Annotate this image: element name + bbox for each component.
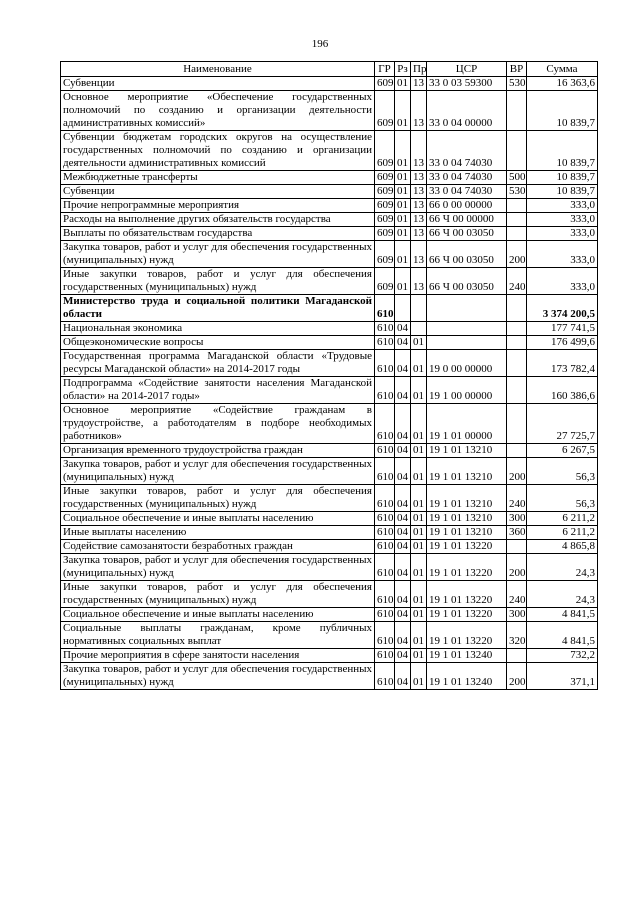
cell-vr <box>507 227 527 241</box>
cell-name: Субвенции <box>61 77 375 91</box>
cell-rz: 04 <box>395 444 411 458</box>
cell-pr: 01 <box>411 540 427 554</box>
table-row <box>61 322 598 336</box>
cell-rz: 01 <box>395 77 411 91</box>
cell-sum: 56,3 <box>527 458 598 485</box>
cell-vr <box>507 295 527 322</box>
cell-rz: 04 <box>395 622 411 649</box>
cell-sum: 24,3 <box>527 554 598 581</box>
table-row <box>61 336 598 350</box>
cell-gr: 610 <box>375 350 395 377</box>
table-row <box>61 350 598 377</box>
table-row <box>61 663 598 690</box>
cell-sum: 333,0 <box>527 213 598 227</box>
cell-gr: 610 <box>375 622 395 649</box>
cell-gr: 610 <box>375 554 395 581</box>
cell-gr: 609 <box>375 77 395 91</box>
cell-pr: 01 <box>411 581 427 608</box>
cell-rz: 01 <box>395 227 411 241</box>
cell-rz: 01 <box>395 185 411 199</box>
cell-name: Расходы на выполнение других обязательств государства <box>61 213 375 227</box>
cell-vr <box>507 199 527 213</box>
cell-sum: 4 865,8 <box>527 540 598 554</box>
cell-csr: 66 Ч 00 03050 <box>427 227 507 241</box>
header-rz: Рз <box>395 62 411 77</box>
cell-gr: 610 <box>375 377 395 404</box>
cell-gr: 610 <box>375 581 395 608</box>
cell-sum: 176 499,6 <box>527 336 598 350</box>
cell-name: Прочие непрограммные мероприятия <box>61 199 375 213</box>
cell-csr: 19 1 00 00000 <box>427 377 507 404</box>
cell-vr <box>507 649 527 663</box>
cell-pr: 01 <box>411 350 427 377</box>
cell-vr: 240 <box>507 268 527 295</box>
cell-name: Субвенции <box>61 185 375 199</box>
cell-name: Содействие самозанятости безработных граждан <box>61 540 375 554</box>
cell-name: Закупка товаров, работ и услуг для обеспечения государственных (муниципальных) нужд <box>61 663 375 690</box>
header-pr: Пр <box>411 62 427 77</box>
cell-sum: 173 782,4 <box>527 350 598 377</box>
cell-name: Основное мероприятие «Обеспечение государственных полномочий по созданию и организации деятельности административных комиссий» <box>61 91 375 131</box>
cell-pr: 13 <box>411 227 427 241</box>
cell-rz <box>395 295 411 322</box>
cell-sum: 371,1 <box>527 663 598 690</box>
table-row <box>61 295 598 322</box>
cell-csr: 66 Ч 00 03050 <box>427 241 507 268</box>
cell-rz: 04 <box>395 485 411 512</box>
header-name: Наименование <box>61 62 375 77</box>
budget-table <box>60 61 598 690</box>
cell-pr: 01 <box>411 444 427 458</box>
cell-name: Социальное обеспечение и иные выплаты населению <box>61 608 375 622</box>
cell-name: Иные закупки товаров, работ и услуг для обеспечения государственных (муниципальных) нужд <box>61 268 375 295</box>
cell-vr: 300 <box>507 608 527 622</box>
cell-rz: 01 <box>395 241 411 268</box>
cell-gr: 610 <box>375 485 395 512</box>
cell-rz: 01 <box>395 131 411 171</box>
cell-vr: 200 <box>507 554 527 581</box>
table-row <box>61 131 598 171</box>
cell-sum: 10 839,7 <box>527 91 598 131</box>
cell-sum: 333,0 <box>527 199 598 213</box>
cell-sum: 4 841,5 <box>527 622 598 649</box>
cell-pr: 01 <box>411 377 427 404</box>
cell-csr: 19 1 01 13210 <box>427 526 507 540</box>
table-row <box>61 185 598 199</box>
cell-name: Государственная программа Магаданской области «Трудовые ресурсы Магаданской области» на 2014-2017 годы <box>61 350 375 377</box>
cell-pr: 01 <box>411 663 427 690</box>
cell-vr <box>507 91 527 131</box>
cell-csr: 19 1 01 13220 <box>427 540 507 554</box>
cell-vr: 360 <box>507 526 527 540</box>
header-sum: Сумма <box>527 62 598 77</box>
cell-csr: 66 Ч 00 00000 <box>427 213 507 227</box>
cell-rz: 04 <box>395 512 411 526</box>
cell-csr: 66 Ч 00 03050 <box>427 268 507 295</box>
cell-pr: 01 <box>411 622 427 649</box>
cell-csr: 33 0 04 74030 <box>427 171 507 185</box>
cell-name: Общеэкономические вопросы <box>61 336 375 350</box>
table-row <box>61 512 598 526</box>
cell-name: Выплаты по обязательствам государства <box>61 227 375 241</box>
cell-sum: 4 841,5 <box>527 608 598 622</box>
cell-csr: 33 0 04 74030 <box>427 185 507 199</box>
cell-vr: 500 <box>507 171 527 185</box>
cell-name: Национальная экономика <box>61 322 375 336</box>
cell-rz: 01 <box>395 199 411 213</box>
table-row <box>61 526 598 540</box>
cell-gr: 610 <box>375 404 395 444</box>
table-row <box>61 622 598 649</box>
cell-pr: 13 <box>411 241 427 268</box>
cell-pr: 01 <box>411 649 427 663</box>
cell-pr: 13 <box>411 268 427 295</box>
cell-name: Социальное обеспечение и иные выплаты населению <box>61 512 375 526</box>
cell-pr: 13 <box>411 77 427 91</box>
cell-csr: 19 1 01 13240 <box>427 649 507 663</box>
cell-pr: 13 <box>411 171 427 185</box>
cell-rz: 01 <box>395 171 411 185</box>
cell-sum: 6 267,5 <box>527 444 598 458</box>
header-gr: ГР <box>375 62 395 77</box>
table-row <box>61 404 598 444</box>
cell-rz: 04 <box>395 649 411 663</box>
cell-gr: 609 <box>375 213 395 227</box>
cell-name: Прочие мероприятия в сфере занятости населения <box>61 649 375 663</box>
cell-csr: 66 0 00 00000 <box>427 199 507 213</box>
cell-vr: 200 <box>507 663 527 690</box>
table-row <box>61 227 598 241</box>
cell-gr: 609 <box>375 131 395 171</box>
cell-gr: 610 <box>375 322 395 336</box>
cell-rz: 04 <box>395 322 411 336</box>
cell-vr: 240 <box>507 581 527 608</box>
table-row <box>61 444 598 458</box>
cell-csr <box>427 322 507 336</box>
cell-sum: 3 374 200,5 <box>527 295 598 322</box>
cell-vr <box>507 444 527 458</box>
table-row <box>61 91 598 131</box>
cell-name: Социальные выплаты гражданам, кроме публичных нормативных социальных выплат <box>61 622 375 649</box>
cell-name: Иные закупки товаров, работ и услуг для обеспечения государственных (муниципальных) нужд <box>61 485 375 512</box>
cell-pr: 13 <box>411 199 427 213</box>
cell-gr: 610 <box>375 526 395 540</box>
header-csr: ЦСР <box>427 62 507 77</box>
table-row <box>61 554 598 581</box>
cell-pr: 13 <box>411 131 427 171</box>
cell-name: Закупка товаров, работ и услуг для обеспечения государственных (муниципальных) нужд <box>61 458 375 485</box>
cell-gr: 610 <box>375 295 395 322</box>
cell-vr <box>507 336 527 350</box>
table-row <box>61 581 598 608</box>
cell-gr: 610 <box>375 458 395 485</box>
cell-gr: 609 <box>375 91 395 131</box>
cell-csr <box>427 295 507 322</box>
cell-vr <box>507 213 527 227</box>
cell-csr <box>427 336 507 350</box>
cell-csr: 33 0 04 74030 <box>427 131 507 171</box>
cell-vr: 240 <box>507 485 527 512</box>
cell-name: Закупка товаров, работ и услуг для обеспечения государственных (муниципальных) нужд <box>61 554 375 581</box>
cell-sum: 333,0 <box>527 268 598 295</box>
cell-sum: 24,3 <box>527 581 598 608</box>
cell-gr: 610 <box>375 512 395 526</box>
cell-gr: 609 <box>375 227 395 241</box>
cell-vr <box>507 131 527 171</box>
table-row <box>61 485 598 512</box>
cell-sum: 10 839,7 <box>527 171 598 185</box>
cell-pr: 01 <box>411 526 427 540</box>
cell-rz: 01 <box>395 213 411 227</box>
cell-pr: 01 <box>411 512 427 526</box>
cell-gr: 610 <box>375 608 395 622</box>
cell-gr: 609 <box>375 171 395 185</box>
table-row <box>61 268 598 295</box>
cell-vr <box>507 404 527 444</box>
cell-pr: 01 <box>411 458 427 485</box>
cell-csr: 19 1 01 13220 <box>427 608 507 622</box>
cell-pr: 13 <box>411 213 427 227</box>
cell-csr: 19 1 01 13210 <box>427 444 507 458</box>
cell-pr: 01 <box>411 404 427 444</box>
cell-pr: 01 <box>411 554 427 581</box>
cell-gr: 609 <box>375 241 395 268</box>
cell-rz: 01 <box>395 91 411 131</box>
cell-gr: 610 <box>375 663 395 690</box>
cell-name: Министерство труда и социальной политики Магаданской области <box>61 295 375 322</box>
table-row <box>61 213 598 227</box>
cell-vr: 320 <box>507 622 527 649</box>
cell-pr: 01 <box>411 485 427 512</box>
cell-csr: 19 1 01 13220 <box>427 554 507 581</box>
cell-sum: 56,3 <box>527 485 598 512</box>
table-row <box>61 171 598 185</box>
cell-csr: 19 1 01 13210 <box>427 512 507 526</box>
header-vr: ВР <box>507 62 527 77</box>
cell-sum: 160 386,6 <box>527 377 598 404</box>
cell-vr: 200 <box>507 241 527 268</box>
cell-name: Иные выплаты населению <box>61 526 375 540</box>
cell-name: Межбюджетные трансферты <box>61 171 375 185</box>
cell-sum: 6 211,2 <box>527 526 598 540</box>
table-row <box>61 199 598 213</box>
cell-gr: 610 <box>375 540 395 554</box>
cell-vr: 300 <box>507 512 527 526</box>
cell-rz: 04 <box>395 540 411 554</box>
cell-csr: 19 1 01 13210 <box>427 485 507 512</box>
cell-csr: 19 1 01 13240 <box>427 663 507 690</box>
cell-vr <box>507 540 527 554</box>
cell-name: Субвенции бюджетам городских округов на осуществление государственных полномочий по созданию и организации деятельности административных комиссий <box>61 131 375 171</box>
cell-sum: 333,0 <box>527 241 598 268</box>
cell-rz: 04 <box>395 404 411 444</box>
cell-pr <box>411 322 427 336</box>
cell-vr <box>507 322 527 336</box>
cell-vr <box>507 377 527 404</box>
cell-gr: 609 <box>375 199 395 213</box>
cell-csr: 19 1 01 13210 <box>427 458 507 485</box>
cell-csr: 19 1 01 13220 <box>427 622 507 649</box>
cell-csr: 19 1 01 00000 <box>427 404 507 444</box>
cell-name: Основное мероприятие «Содействие гражданам в трудоустройстве, а работодателям в подборе необходимых работников» <box>61 404 375 444</box>
cell-gr: 610 <box>375 649 395 663</box>
cell-name: Закупка товаров, работ и услуг для обеспечения государственных (муниципальных) нужд <box>61 241 375 268</box>
cell-sum: 27 725,7 <box>527 404 598 444</box>
cell-csr: 33 0 04 00000 <box>427 91 507 131</box>
cell-sum: 732,2 <box>527 649 598 663</box>
table-body <box>61 77 598 690</box>
cell-sum: 16 363,6 <box>527 77 598 91</box>
table-row <box>61 377 598 404</box>
cell-rz: 04 <box>395 350 411 377</box>
cell-csr: 19 0 00 00000 <box>427 350 507 377</box>
table-header-row <box>61 62 598 77</box>
cell-sum: 10 839,7 <box>527 131 598 171</box>
cell-csr: 33 0 03 59300 <box>427 77 507 91</box>
cell-rz: 04 <box>395 458 411 485</box>
cell-pr: 13 <box>411 91 427 131</box>
page-number: 196 <box>311 38 329 50</box>
cell-gr: 609 <box>375 268 395 295</box>
table-row <box>61 458 598 485</box>
cell-pr: 01 <box>411 336 427 350</box>
cell-pr: 13 <box>411 185 427 199</box>
cell-rz: 01 <box>395 268 411 295</box>
cell-rz: 04 <box>395 377 411 404</box>
cell-rz: 04 <box>395 336 411 350</box>
cell-csr: 19 1 01 13220 <box>427 581 507 608</box>
table-row <box>61 77 598 91</box>
cell-pr: 01 <box>411 608 427 622</box>
cell-gr: 610 <box>375 444 395 458</box>
cell-rz: 04 <box>395 581 411 608</box>
table-row <box>61 608 598 622</box>
cell-name: Подпрограмма «Содействие занятости населения Магаданской области» на 2014-2017 годы» <box>61 377 375 404</box>
cell-name: Организация временного трудоустройства граждан <box>61 444 375 458</box>
cell-sum: 10 839,7 <box>527 185 598 199</box>
cell-sum: 6 211,2 <box>527 512 598 526</box>
cell-sum: 333,0 <box>527 227 598 241</box>
cell-vr: 530 <box>507 77 527 91</box>
table-row <box>61 649 598 663</box>
table-row <box>61 540 598 554</box>
cell-rz: 04 <box>395 663 411 690</box>
cell-name: Иные закупки товаров, работ и услуг для обеспечения государственных (муниципальных) нужд <box>61 581 375 608</box>
cell-pr <box>411 295 427 322</box>
table-row <box>61 241 598 268</box>
cell-sum: 177 741,5 <box>527 322 598 336</box>
cell-vr <box>507 350 527 377</box>
cell-rz: 04 <box>395 608 411 622</box>
cell-rz: 04 <box>395 526 411 540</box>
cell-vr: 200 <box>507 458 527 485</box>
cell-rz: 04 <box>395 554 411 581</box>
cell-gr: 609 <box>375 185 395 199</box>
cell-vr: 530 <box>507 185 527 199</box>
cell-gr: 610 <box>375 336 395 350</box>
